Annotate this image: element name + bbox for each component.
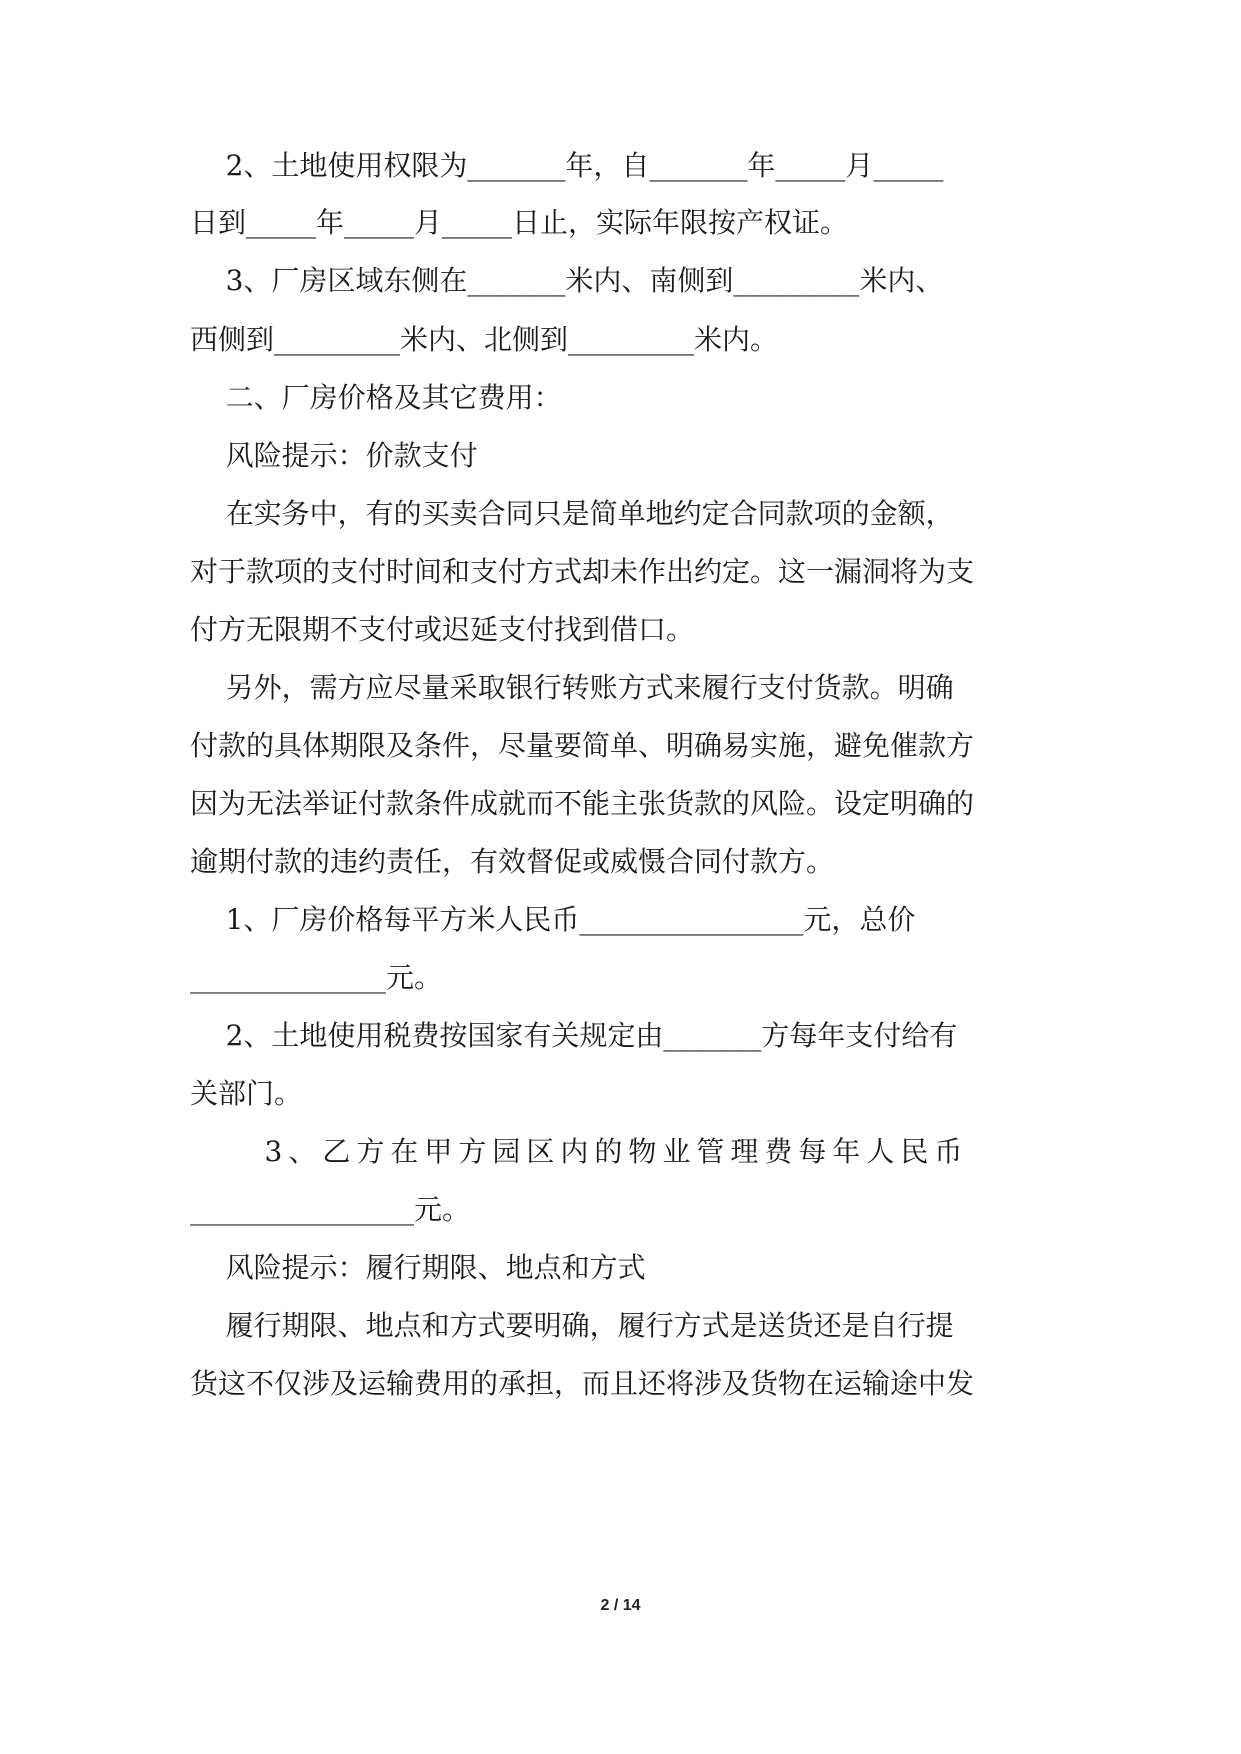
text-line: 3、厂房区域东侧在_______米内、南侧到_________米内、 [190, 264, 944, 297]
risk-tip-heading: 风险提示：价款支付 [190, 439, 478, 472]
text-line: ______________元。 [190, 961, 443, 994]
text-line: 日到_____年_____月_____日止，实际年限按产权证。 [190, 206, 849, 239]
text-line: 关部门。 [190, 1077, 303, 1110]
text-line: ________________元。 [190, 1193, 471, 1226]
text-line: 履行期限、地点和方式要明确，履行方式是送货还是自行提 [190, 1309, 954, 1342]
text-line: 西侧到_________米内、北侧到_________米内。 [190, 323, 779, 356]
text-line: 另外，需方应尽量采取银行转账方式来履行支付货款。明确 [190, 671, 954, 704]
text-line: 对于款项的支付时间和支付方式却未作出约定。这一漏洞将为支 [190, 555, 975, 588]
text-line: 因为无法举证付款条件成就而不能主张货款的风险。设定明确的 [190, 787, 975, 820]
risk-tip-heading: 风险提示：履行期限、地点和方式 [190, 1251, 646, 1284]
page-number: 2 / 14 [600, 1597, 641, 1614]
text-line: 货这不仅涉及运输费用的承担，而且还将涉及货物在运输途中发 [190, 1367, 975, 1400]
text-line: 付款的具体期限及条件，尽量要简单、明确易实施，避免催款方 [190, 729, 975, 762]
text-line: 付方无限期不支付或迟延支付找到借口。 [190, 613, 695, 646]
text-line: 1、厂房价格每平方米人民币________________元，总价 [190, 903, 916, 936]
text-line: 逾期付款的违约责任，有效督促或威慑合同付款方。 [190, 845, 835, 878]
text-line: 2、土地使用税费按国家有关规定由_______方每年支付给有 [190, 1019, 958, 1052]
text-line: 2、土地使用权限为_______年，自_______年_____月_____ [190, 149, 944, 182]
section-heading: 二、厂房价格及其它费用： [190, 381, 562, 414]
text-line: 在实务中，有的买卖合同只是简单地约定合同款项的金额， [190, 497, 954, 530]
text-line: 3、乙方在甲方园区内的物业管理费每年人民币 [190, 1135, 969, 1168]
